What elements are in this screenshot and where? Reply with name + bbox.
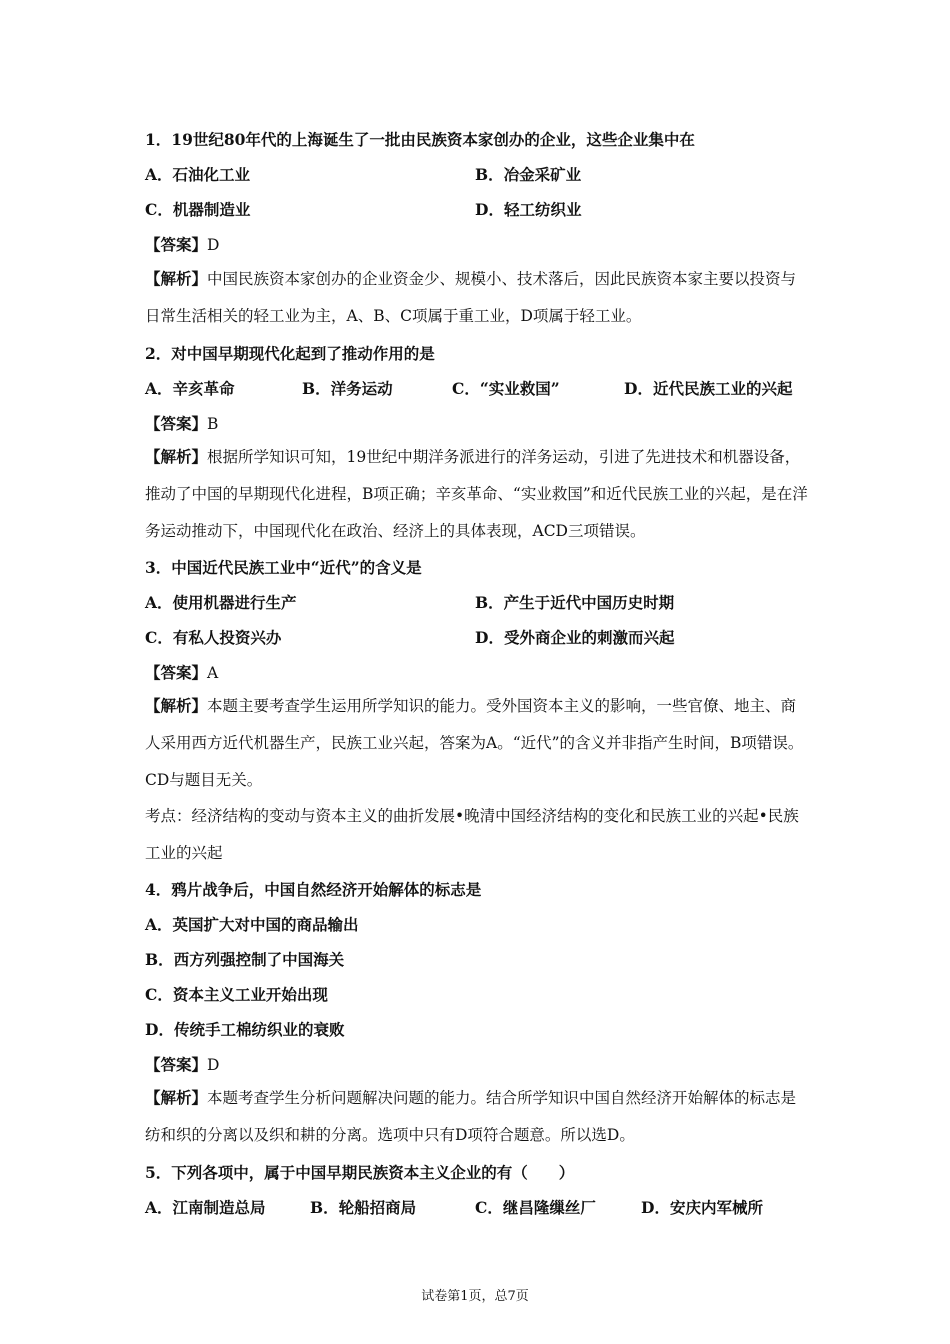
question-4-option-b: B．西方列强控制了中国海关 (145, 950, 345, 969)
question-2-answer (145, 412, 218, 434)
analysis-tag: 【解析】 (145, 696, 208, 715)
answer-value: B (207, 415, 219, 433)
question-4-option-d: D．传统手工棉纺织业的衰败 (145, 1020, 345, 1039)
question-1-analysis (145, 260, 810, 335)
question-1-option-a: A．石油化工业 (145, 165, 251, 184)
analysis-text: 中国民族资本家创办的企业资金少、规模小、技术落后，因此民族资本家主要以投资与日常生活相关的轻工业为主，A、B、C项属于重工业，D项属于轻工业。 (145, 270, 797, 325)
question-5-stem: 5．下列各项中，属于中国早期民族资本主义企业的有（ ） (145, 1163, 575, 1182)
question-5-option-b: B．轮船招商局 (310, 1198, 417, 1217)
analysis-text: 本题考查学生分析问题解决问题的能力。结合所学知识中国自然经济开始解体的标志是纺和织的分离以及织和耕的分离。选项中只有D项符合题意。所以选D。 (145, 1089, 797, 1144)
question-4-option-c: C．资本主义工业开始出现 (145, 985, 328, 1004)
question-5-option-c: C．继昌隆缫丝厂 (475, 1198, 596, 1217)
question-4-stem: 4．鸦片战争后，中国自然经济开始解体的标志是 (145, 880, 482, 899)
question-1-option-b: B．冶金采矿业 (475, 165, 582, 184)
analysis-text: 本题主要考查学生运用所学知识的能力。受外国资本主义的影响，一些官僚、地主、商人采用西方近代机器生产，民族工业兴起，答案为A。“近代”的含义并非指产生时间，B项错误。CD与题目无关。 (145, 697, 804, 789)
analysis-text: 根据所学知识可知，19世纪中期洋务派进行的洋务运动，引进了先进技术和机器设备，推动了中国的早期现代化进程，B项正确；辛亥革命、“实业救国”和近代民族工业的兴起，是在洋务运动推动下，中国现代化在政治、经济上的具体表现，ACD三项错误。 (145, 448, 808, 540)
question-2-option-b: B．洋务运动 (302, 379, 393, 398)
question-4-option-a: A．英国扩大对中国的商品输出 (145, 915, 359, 934)
question-3-option-d: D．受外商企业的刺激而兴起 (475, 628, 675, 647)
question-4-analysis (145, 1079, 810, 1154)
question-3-answer (145, 661, 218, 683)
question-2-option-d: D．近代民族工业的兴起 (624, 379, 793, 398)
answer-value: D (207, 236, 220, 254)
question-2-option-c: C．“实业救国” (452, 379, 560, 398)
question-2-analysis (145, 438, 810, 550)
answer-tag: 【答案】 (145, 414, 208, 433)
question-3-option-b: B．产生于近代中国历史时期 (475, 593, 675, 612)
page-footer: 试卷第1页，总7页 (421, 1289, 529, 1304)
answer-value: D (207, 1056, 220, 1074)
question-1-option-c: C．机器制造业 (145, 200, 251, 219)
question-2-option-a: A．辛亥革命 (145, 379, 235, 398)
question-3-stem: 3．中国近代民族工业中“近代”的含义是 (145, 558, 422, 577)
question-2-stem: 2．对中国早期现代化起到了推动作用的是 (145, 344, 435, 363)
answer-tag: 【答案】 (145, 235, 208, 254)
question-3-kaodian: 考点：经济结构的变动与资本主义的曲折发展•晚清中国经济结构的变化和民族工业的兴起•民族工业的兴起 (145, 807, 799, 862)
answer-value: A (207, 664, 219, 682)
question-1-answer (145, 233, 219, 255)
question-5-option-d: D．安庆内军械所 (641, 1198, 763, 1217)
answer-tag: 【答案】 (145, 1055, 208, 1074)
question-1-option-d: D．轻工纺织业 (475, 200, 582, 219)
analysis-tag: 【解析】 (145, 269, 208, 288)
question-3-analysis (145, 687, 810, 799)
analysis-tag: 【解析】 (145, 447, 208, 466)
question-3-option-c: C．有私人投资兴办 (145, 628, 282, 647)
question-1-stem: 1．19世纪80年代的上海诞生了一批由民族资本家创办的企业，这些企业集中在 (145, 130, 695, 149)
analysis-tag: 【解析】 (145, 1088, 208, 1107)
question-5-option-a: A．江南制造总局 (145, 1198, 266, 1217)
question-3-option-a: A．使用机器进行生产 (145, 593, 297, 612)
question-4-answer (145, 1053, 219, 1075)
answer-tag: 【答案】 (145, 663, 208, 682)
